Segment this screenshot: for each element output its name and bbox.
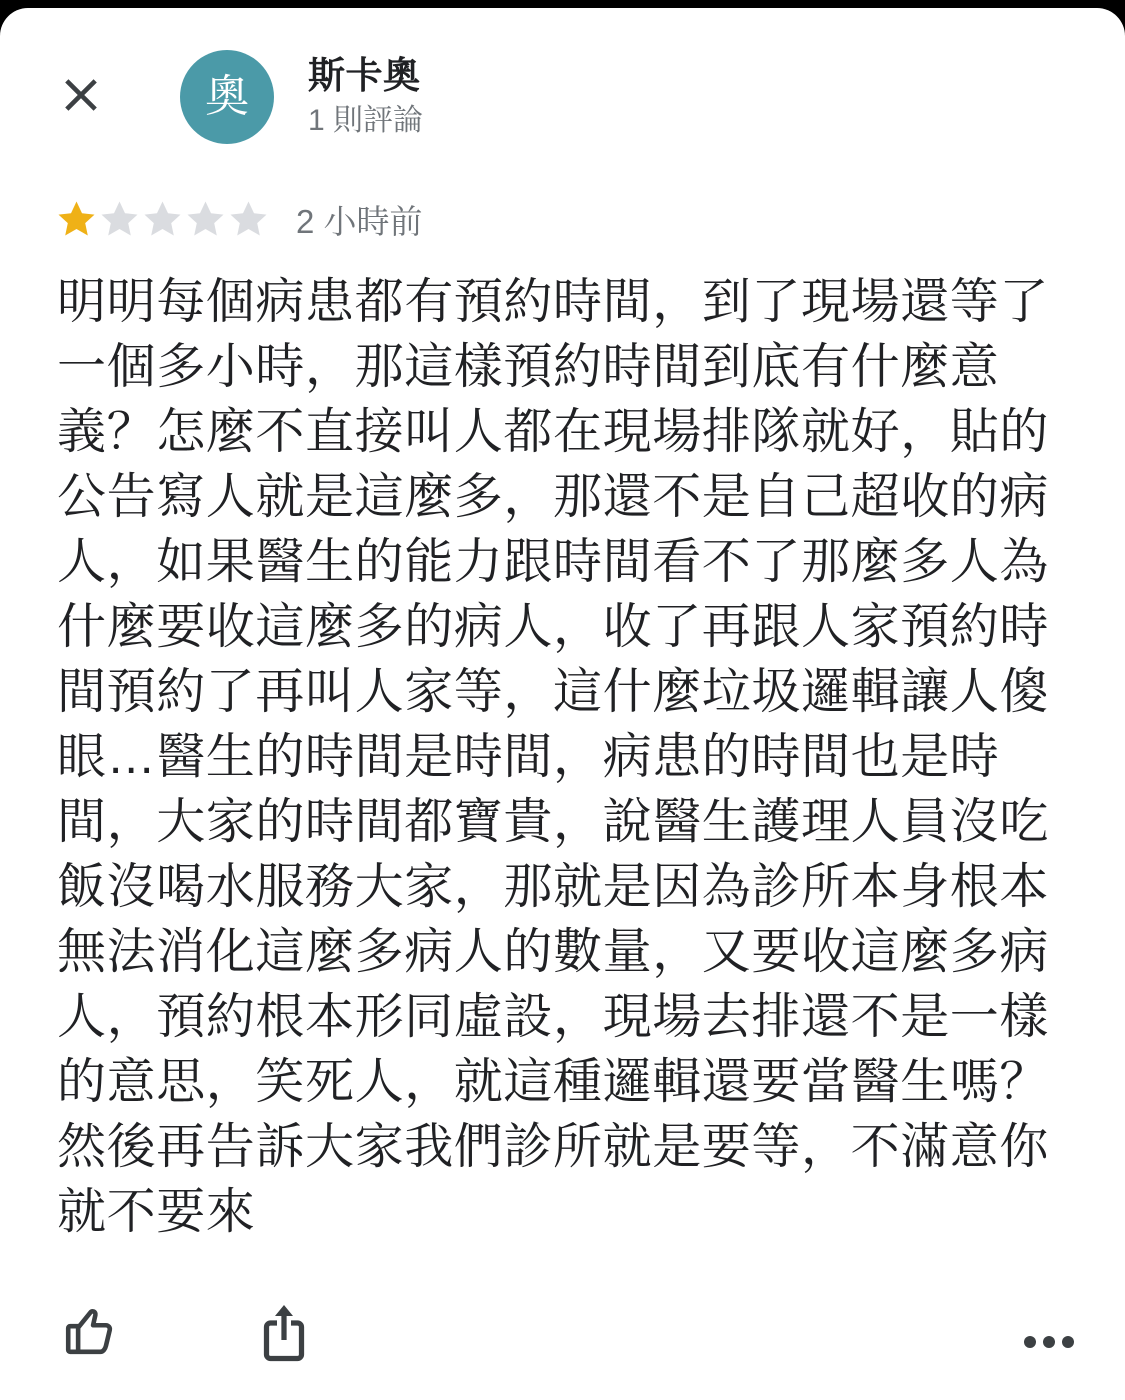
review-text-line: 間，大家的時間都寶貴，說醫生護理人員沒吃 [57,795,1050,849]
more-options-button[interactable] [1019,1314,1087,1370]
review-text-line: 一個多小時，那這樣預約時間到底有什麼意 [57,340,1000,394]
star-empty-icon [184,198,227,241]
star-empty-icon [141,198,184,241]
close-icon [58,72,104,118]
like-button[interactable] [58,1301,120,1363]
rating-row [55,196,423,242]
review-text-line: 義？怎麼不直接叫人都在現場排隊就好，貼的 [57,405,1050,459]
reviewer-review-count: 1 則評論 [308,104,424,137]
star-rating [55,198,270,241]
review-text-line: 無法消化這麼多病人的數量，又要收這麼多病 [57,925,1050,979]
review-text-line: 然後再告訴大家我們診所就是要等，不滿意你 [57,1120,1050,1174]
review-text-line: 明明每個病患都有預約時間，到了現場還等了 [57,275,1050,329]
share-icon [254,1299,314,1365]
review-text-line: 人，如果醫生的能力跟時間看不了那麼多人為 [57,535,1050,589]
review-text-line: 間預約了再叫人家等，這什麼垃圾邏輯讓人傻 [57,665,1050,719]
star-empty-icon [98,198,141,241]
review-text-line: 飯沒喝水服務大家，那就是因為診所本身根本 [57,860,1050,914]
review-text-line: 人，預約根本形同虛設，現場去排還不是一樣 [57,990,1050,1044]
thumb-up-icon [60,1303,118,1361]
reviewer-name: 斯卡奧 [308,55,421,96]
review-text [57,270,1069,1245]
review-text-line: 就不要來 [57,1185,256,1239]
three-dots-icon [1023,1335,1083,1349]
review-time: 2 小時前 [296,202,423,240]
avatar[interactable] [180,50,274,144]
review-text-line: 什麼要收這麼多的病人，收了再跟人家預約時 [57,600,1050,654]
review-text-line: 的意思，笑死人，就這種邏輯還要當醫生嗎？ [57,1055,1050,1109]
share-button[interactable] [252,1297,316,1367]
review-text-line: 公告寫人就是這麼多，那還不是自己超收的病 [57,470,1050,524]
avatar-initial: 奧 [205,72,249,121]
close-button[interactable] [56,70,106,120]
review-detail-sheet [0,8,1125,1400]
star-filled-icon [55,198,98,241]
review-text-line: 眼…醫生的時間是時間，病患的時間也是時 [57,730,1000,784]
star-empty-icon [227,198,270,241]
reviewer-info [308,54,423,139]
